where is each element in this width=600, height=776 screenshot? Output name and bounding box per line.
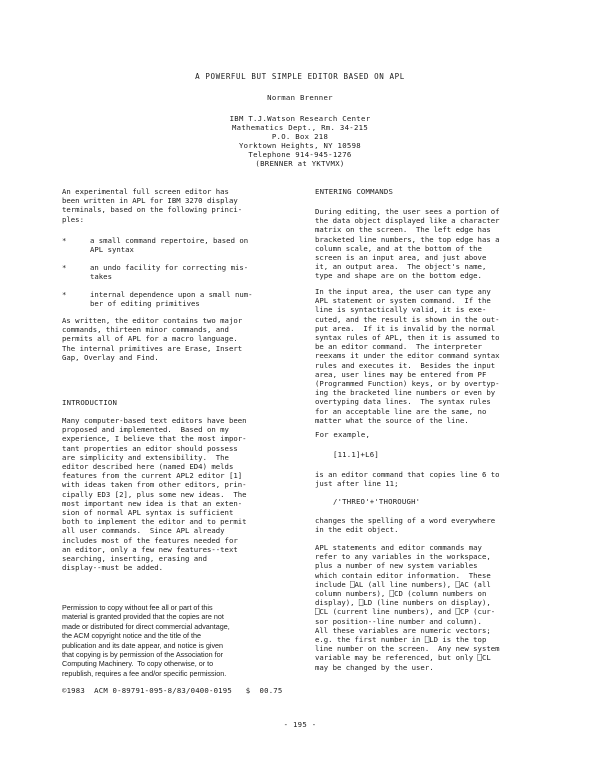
bullet-item [62, 290, 288, 310]
text-line: display--must be added. [62, 563, 164, 573]
text-line: cipally ED3 [2], plus some new ideas. The [62, 489, 247, 499]
introduction-paragraph [62, 416, 288, 572]
text-line: with ideas taken from other editors, prin- [62, 480, 247, 490]
text-line: Many computer-based text editors have been [62, 416, 247, 425]
text-line: most important new idea is that an exten- [62, 498, 243, 508]
text-line: which contain editor information. These [315, 570, 491, 580]
text-line: overtyping data lines. The syntax rules [315, 397, 491, 407]
text-line: made or distributed for direct commercial advantage, [62, 621, 230, 631]
page-number: - 195 - [283, 720, 317, 729]
text-line: area, user lines may be entered from PF [315, 369, 487, 379]
text-line: tant properties an editor should possess [62, 443, 238, 453]
text-line: the ACM copyright notice and the title of the [62, 631, 202, 641]
text-line: put area. If it is invalid by the normal [315, 323, 496, 333]
bullet-item [62, 263, 288, 283]
text-line: includes most of the features needed for [62, 535, 238, 545]
text-line: include ⎕AL (all line numbers), ⎕AC (all [315, 579, 491, 589]
section-heading-introduction: INTRODUCTION [62, 398, 118, 407]
text-line: features from the current APL2 editor [1] [62, 471, 243, 481]
text-line: reexams it under the editor command syntax [315, 351, 500, 361]
permission-notice [62, 603, 294, 678]
text-line: screen is an input area, and just above [315, 253, 487, 263]
text-line: in the edit object. [315, 525, 399, 535]
text-line: plus a number of new system variables [315, 561, 478, 571]
text-line: line number on the screen. Any new system [315, 644, 500, 654]
text-line: The internal primitives are Erase, Insert [62, 343, 243, 353]
text-line: In the input area, the user can type any [315, 287, 491, 296]
text-line: An experimental full screen editor has [62, 187, 229, 196]
text-line: column numbers), ⎕CD (column numbers on [315, 589, 487, 599]
text-line: matrix on the screen. The left edge has [315, 225, 491, 235]
text-line: rules and executes it. Besides the input [315, 360, 496, 370]
text-line: experience, I believe that the most impor- [62, 434, 247, 444]
text-line: may be changed by the user. [315, 662, 434, 672]
paragraph-input-area [315, 287, 540, 425]
paragraph-display [315, 207, 540, 281]
text-line: commands, thirteen minor commands, and [62, 325, 229, 335]
affiliation-line: Yorktown Heights, NY 10598 [238, 141, 362, 150]
text-line: is an editor command that copies line 6 to [315, 470, 500, 479]
bullet-text: internal dependence upon a small num- ber of editing primitives [90, 290, 253, 309]
text-line: bracketed line numbers, the top edge has a [315, 234, 500, 244]
text-line: refer to any variables in the workspace, [315, 552, 491, 562]
text-line: All these variables are numeric vectors; [315, 625, 491, 635]
text-line: ⎕CL (current line numbers), and ⎕CP (cur- [315, 607, 496, 617]
text-line: searching, inserting, erasing and [62, 554, 207, 564]
text-line: ples: [62, 214, 84, 224]
for-example-label: For example, [315, 430, 371, 439]
text-line: editor described here (named ED4) melds [62, 462, 234, 472]
text-line: (Programmed Function) keys, or by overtyp- [315, 379, 500, 389]
text-line: Gap, Overlay and Find. [62, 352, 159, 362]
text-line: terminals, based on the following princi- [62, 205, 243, 215]
text-line: APL statements and editor commands may [315, 543, 482, 552]
paragraph-system-variables [315, 543, 540, 672]
text-line: During editing, the user sees a portion of [315, 207, 500, 216]
text-line: cuted, and the result is shown in the out- [315, 314, 500, 324]
example-copy-description [315, 470, 540, 488]
affiliation-line: Mathematics Dept., Rm. 34-215 [231, 123, 369, 132]
summary-paragraph [62, 316, 288, 362]
text-line: publication and its date appear, and notice is given [62, 640, 224, 650]
abstract-paragraph [62, 187, 288, 224]
bullet-mark: * [62, 290, 67, 299]
text-line: both to implement the editor and to permit [62, 517, 247, 527]
text-line: permits all of APL for a macro language. [62, 334, 238, 344]
text-line: APL statement or system command. If the [315, 296, 491, 306]
bullet-mark: * [62, 236, 67, 245]
text-line: As written, the editor contains two major [62, 316, 243, 325]
text-line: display), ⎕LD (line numbers on display), [315, 598, 491, 608]
affiliation-line: IBM T.J.Watson Research Center [229, 114, 371, 123]
paper-title: A POWERFUL BUT SIMPLE EDITOR BASED ON APL [195, 72, 405, 81]
text-line: line is syntactically valid, it is exe- [315, 305, 487, 315]
text-line: syntax rules of APL, then it is assumed to [315, 333, 500, 343]
text-line: changes the spelling of a word everywhere [315, 516, 496, 525]
text-line: the data object displayed like a character [315, 216, 500, 226]
bullet-mark: * [62, 263, 67, 272]
text-line: just after line 11; [315, 479, 399, 489]
text-line: republish, requires a fee and/or specific permission. [62, 668, 227, 678]
text-line: ing the bracketed line numbers or even by [315, 388, 496, 398]
example-command-copy: [11.1]+L6] [333, 450, 379, 459]
text-line: type and shape are on the bottom edge. [315, 271, 482, 281]
text-line: for an acceptable line are the same, no [315, 406, 487, 416]
text-line: variable may be referenced, but only ⎕CL [315, 653, 491, 663]
example-command-spelling: /'THREO'+'THOROUGH' [333, 497, 421, 506]
bullet-item [62, 236, 288, 256]
text-line: be an editor command. The interpreter [315, 342, 482, 352]
text-line: e.g. the first number in ⎕LD is the top [315, 635, 487, 645]
affiliation-line: Telephone 914-945-1276 [248, 150, 352, 159]
affiliation-line: (BRENNER at YKTVMX) [255, 159, 345, 168]
example-spelling-description [315, 516, 540, 534]
bullet-text: an undo facility for correcting mis- takes [90, 263, 249, 282]
bullet-text: a small command repertoire, based on APL syntax [90, 236, 249, 255]
text-line: sion of normal APL syntax is sufficient [62, 508, 234, 518]
author-name: Norman Brenner [267, 93, 333, 102]
text-line: been written in APL for IBM 3270 display [62, 196, 238, 206]
text-line: it, an output area. The object's name, [315, 262, 487, 272]
text-line: are simplicity and extensibility. The [62, 452, 229, 462]
affiliation-line: P.O. Box 218 [271, 132, 329, 141]
text-line: proposed and implemented. Based on my [62, 425, 229, 435]
text-line: that copying is by permission of the Association for [62, 650, 224, 660]
text-line: matter what the source of the line. [315, 415, 469, 425]
text-line: an editor, only a few new features--text [62, 544, 238, 554]
text-line: Computing Machinery. To copy otherwise, or to [62, 659, 214, 669]
copyright-line: ©1983 ACM 0-89791-095-8/83/0400-0195 $ 00.75 [62, 686, 283, 695]
text-line: sor position--line number and column). [315, 616, 482, 626]
text-line: column scale, and at the bottom of the [315, 243, 482, 253]
text-line: all user commands. Since APL already [62, 526, 225, 536]
text-line: material is granted provided that the copies are not [62, 612, 224, 622]
text-line: Permission to copy without fee all or part of this [62, 603, 213, 612]
section-heading-entering-commands: ENTERING COMMANDS [315, 187, 394, 196]
